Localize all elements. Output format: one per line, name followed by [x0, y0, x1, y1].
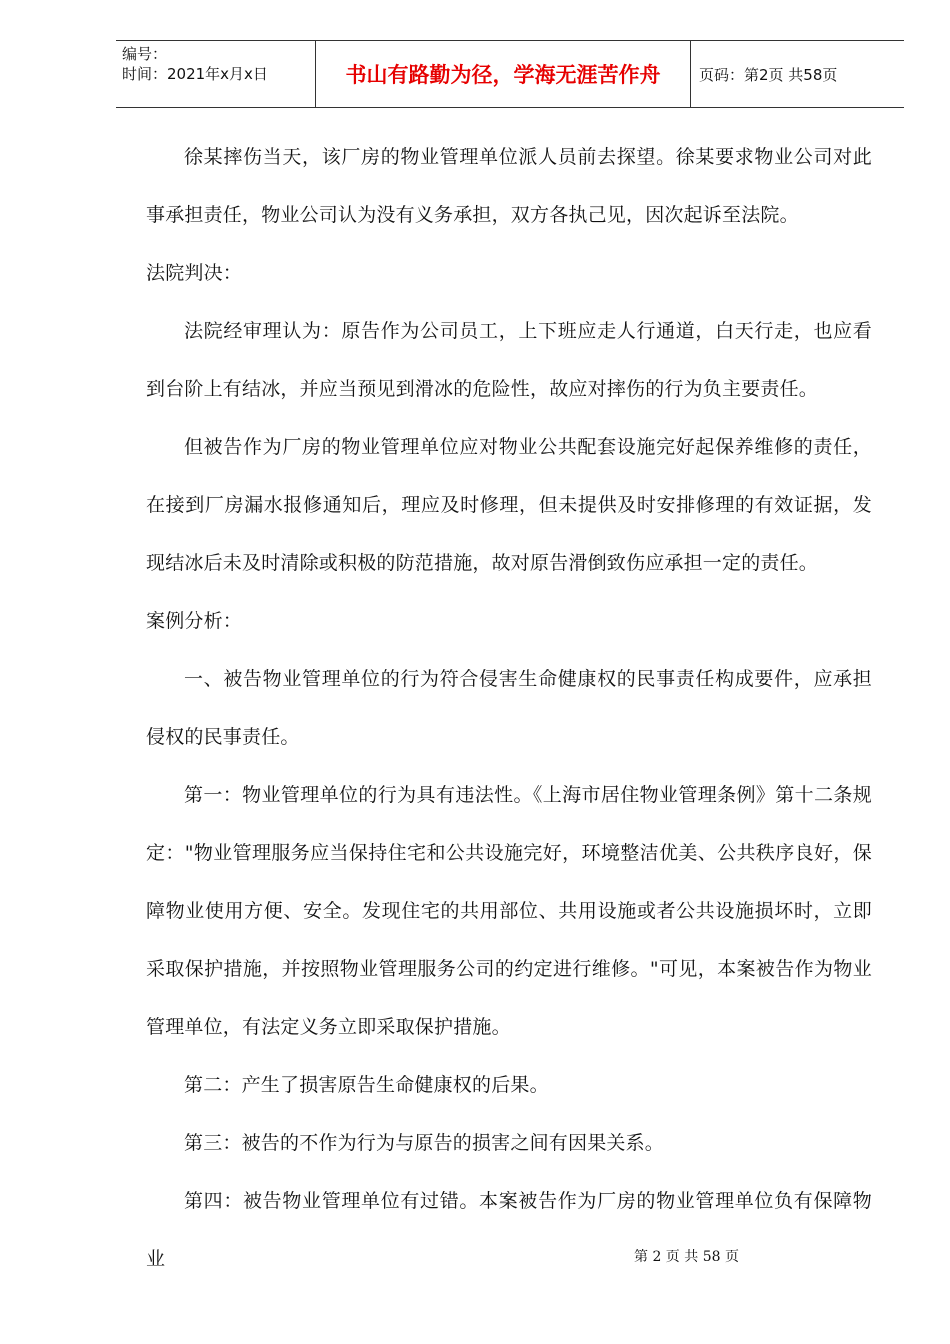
header-motto: 书山有路勤为径，学海无涯苦作舟 — [316, 41, 691, 107]
paragraph: 徐某摔伤当天，该厂房的物业管理单位派人员前去探望。徐某要求物业公司对此事承担责任，物业公司认为没有义务承担，双方各执己见，因次起诉至法院。 — [146, 146, 872, 226]
paragraph: 第一：物业管理单位的行为具有违法性。《上海市居住物业管理条例》第十二条规定："物业管理服务应当保持住宅和公共设施完好，环境整洁优美、公共秩序良好，保障物业使用方便、安全。发现住宅的共用部位、共用设施或者公共设施损坏时，立即采取保护措施，并按照物业管理服务公司的约定进行维修。"可见，本案被告作为物业管理单位，有法定义务立即采取保护措施。 — [146, 784, 872, 1038]
header-page-info: 页码：第2页 共58页 — [699, 65, 838, 84]
paragraph: 一、被告物业管理单位的行为符合侵害生命健康权的民事责任构成要件，应承担侵权的民事责任。 — [146, 668, 872, 748]
paragraph: 第三：被告的不作为行为与原告的损害之间有因果关系。 — [184, 1132, 665, 1154]
paragraph: 第二：产生了损害原告生命健康权的后果。 — [184, 1074, 549, 1096]
section-heading: 法院判决： — [146, 262, 243, 284]
paragraph: 法院经审理认为：原告作为公司员工，上下班应走人行通道，白天行走，也应看到台阶上有结冰，并应当预见到滑冰的危险性，故应对摔伤的行为负主要责任。 — [146, 320, 872, 400]
header-meta — [116, 41, 316, 107]
paragraph: 第四：被告物业管理单位有过错。本案被告作为厂房的物业管理单位负有保障物业 — [146, 1190, 872, 1270]
section-heading: 案例分析： — [146, 610, 243, 632]
doc-time-label: 时间：2021年x月x日 — [122, 65, 268, 83]
page-header — [116, 40, 904, 108]
doc-number-label: 编号： — [122, 45, 168, 63]
paragraph: 但被告作为厂房的物业管理单位应对物业公共配套设施完好起保养维修的责任，在接到厂房漏水报修通知后，理应及时修理，但未提供及时安排修理的有效证据，发现结冰后未及时清除或积极的防范措施，故对原告滑倒致伤应承担一定的责任。 — [146, 436, 872, 574]
footer-page-number: 第 2 页 共 58 页 — [634, 1249, 739, 1265]
document-body — [146, 128, 872, 1288]
